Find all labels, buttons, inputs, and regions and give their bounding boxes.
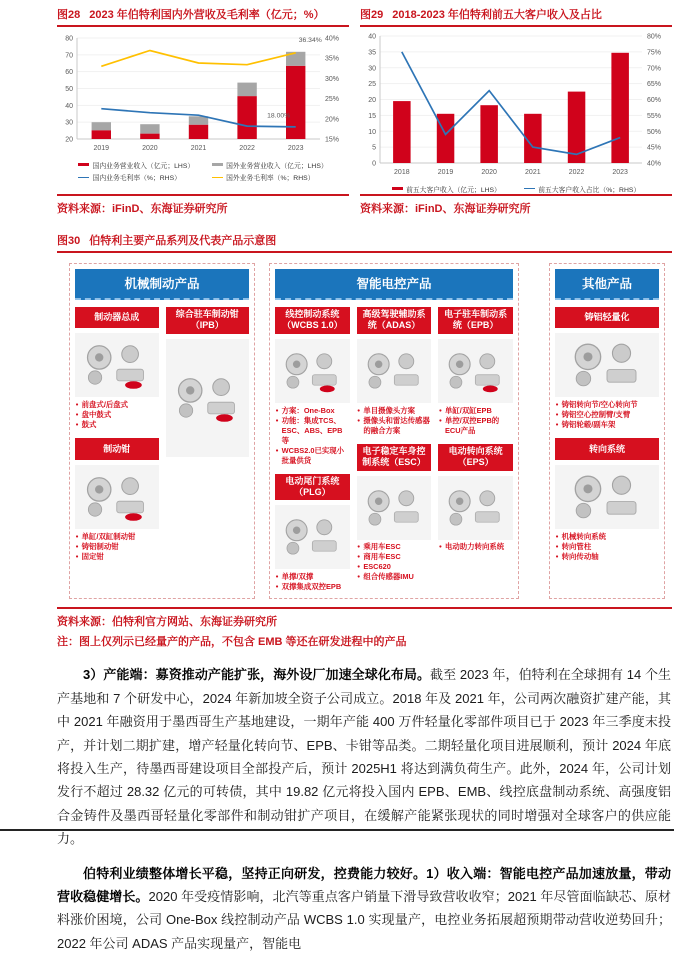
figure-28 (57, 6, 349, 216)
figure-29-chart (360, 30, 672, 183)
svg-text:50%: 50% (647, 128, 662, 136)
paragraph-text: 截至 2023 年，伯特利在全球拥有 14 个生产基地和 7 个研发中心，2024 年新加坡全资子公司成立。2018 年及 2021 年，公司两次融资扩建产能，其中 2021 年融资用于墨西哥生产基地建设，一期年产能 400 万件轻量化零部件项目已于 2023 年三季度末投产，并计划二期扩建，增产轻量化转向节、EPB、卡钳等品类。二期轻量化项目进展顺利，预计 2024 年底将投入生产，待墨西哥建设项目全部投产后，预计 2025H1 将达到满负荷生产。此外，2024 年，公司计划发行不超过 28.32 亿元的可转债，其中 19.82 亿元将投入国内 EPB、EMB、线控底盘制动系统、高强度铝合金铸件及墨西哥轻量化零部件和制动钳扩产项目，在缓解产能紧张现状的同时增强对全球客户的供应能力。 (57, 667, 672, 847)
svg-text:2022: 2022 (568, 169, 585, 176)
legend-line-swatch (78, 177, 89, 178)
diagram-cell (357, 307, 432, 436)
svg-text:25: 25 (368, 81, 376, 89)
figure-30-label: 图30 (57, 234, 81, 247)
diagram-cell (75, 438, 159, 562)
diagram-bullet: • 鼓式 (76, 420, 159, 430)
legend-item (78, 160, 194, 170)
diagram-subrow (275, 307, 513, 593)
product-photo-placeholder (275, 508, 350, 566)
svg-text:80%: 80% (647, 33, 662, 41)
svg-text:55%: 55% (647, 112, 662, 120)
diagram-cell (555, 307, 659, 431)
diagram-cell-header: 电子驻车制动系统（EPB） (438, 307, 513, 334)
product-photo-placeholder (438, 342, 513, 400)
legend-label: 国外业务毛利率（%；RHS） (226, 175, 315, 183)
svg-text:5: 5 (372, 144, 376, 152)
diagram-cell-image (438, 476, 513, 540)
diagram-subcolumn (75, 307, 159, 562)
diagram-bullet: • 组合传感器IMU (357, 572, 431, 582)
svg-text:40: 40 (65, 102, 73, 110)
page-bottom-edge (0, 829, 674, 831)
paragraph-lead-bold: 伯特利业绩整体增长平稳，坚持正向研发，控费能力较好。1）收入端：智能电控产品加速放量，带动营收稳健增长。 (57, 865, 671, 904)
diagram-cell (166, 307, 250, 457)
diagram-bullet: • WCBS2.0已实现小批量供货 (276, 446, 350, 466)
diagram-cell-header: 电子稳定车身控制系统（ESC） (357, 444, 432, 471)
diagram-subrow (75, 307, 249, 562)
svg-text:60: 60 (65, 69, 73, 77)
svg-text:36.34%: 36.34% (298, 37, 322, 45)
diagram-column-header: 其他产品 (555, 269, 659, 300)
diagram-column-header: 智能电控产品 (275, 269, 513, 300)
svg-text:40%: 40% (325, 35, 340, 43)
svg-text:18.00%: 18.00% (267, 112, 291, 120)
svg-text:2021: 2021 (190, 145, 207, 152)
figure-29-title (360, 6, 672, 27)
diagram-bullet: • 铸铝转向节/空心转向节 (556, 400, 659, 410)
figure-28-legend (57, 160, 349, 183)
fig28-chart (57, 30, 347, 154)
svg-text:40%: 40% (647, 160, 662, 168)
diagram-bullet: • 单控/双控EPB的ECU产品 (439, 416, 513, 436)
svg-text:2020: 2020 (481, 169, 497, 176)
diagram-bullet: • 固定钳 (76, 552, 159, 562)
svg-text:65%: 65% (647, 81, 662, 89)
product-photo-placeholder (357, 479, 432, 537)
diagram-bullet: • 方案：One-Box (276, 406, 350, 416)
product-photo-placeholder (561, 336, 653, 394)
diagram-bullet: • 摄像头和雷达传感器的融合方案 (357, 416, 431, 436)
svg-text:20: 20 (65, 136, 73, 144)
diagram-cell-image (75, 465, 159, 529)
diagram-cell-header: 转向系统 (555, 438, 659, 460)
diagram-cell-image (275, 339, 350, 403)
diagram-bullet-list (76, 532, 159, 562)
svg-text:0: 0 (372, 160, 376, 168)
diagram-bullet-list (439, 406, 513, 436)
legend-item (212, 160, 328, 170)
diagram-subcolumn (166, 307, 250, 562)
diagram-bullet: • 盘中鼓式 (76, 410, 159, 420)
legend-item (212, 172, 328, 182)
diagram-subcolumn (555, 307, 659, 562)
svg-text:15%: 15% (325, 136, 340, 144)
svg-text:80: 80 (65, 35, 73, 43)
figure-30-title-text: 伯特利主要产品系列及代表产品示意图 (89, 234, 277, 247)
product-photo-placeholder (275, 342, 350, 400)
figure-29 (360, 6, 672, 216)
figure-29-title-text: 2018-2023 年伯特利前五大客户收入及占比 (392, 9, 602, 21)
svg-text:70%: 70% (647, 65, 662, 73)
svg-text:2019: 2019 (437, 169, 454, 176)
svg-text:20: 20 (368, 97, 376, 104)
figure-30-note: 注：图上仅列示已经量产的产品，不包含 EMB 等还在研发进程中的产品 (57, 636, 407, 649)
diagram-cell (438, 444, 513, 553)
body-paragraph (57, 862, 671, 955)
chart-row (57, 6, 672, 216)
body-text (57, 663, 672, 955)
diagram-subcolumn (275, 307, 350, 593)
svg-text:2022: 2022 (239, 145, 255, 152)
diagram-cell (438, 307, 513, 436)
diagram-bullet: • 商用车ESC (357, 552, 431, 562)
diagram-bullet-list (76, 400, 159, 430)
legend-line-swatch (524, 188, 535, 189)
figure-29-legend (360, 184, 672, 194)
legend-label: 前五大客户收入（亿元；LHS） (406, 186, 501, 194)
diagram-cell-header: 制动钳 (75, 438, 159, 460)
legend-line-swatch (212, 177, 223, 178)
fig29-chart (360, 30, 672, 178)
figure-29-source: 资料来源：iFinD、东海证券研究所 (360, 194, 672, 216)
diagram-bullet-list (276, 572, 350, 592)
diagram-cell-image (357, 476, 432, 540)
svg-text:45%: 45% (647, 144, 662, 152)
diagram-bullet: • 单撑/双撑 (276, 572, 350, 582)
diagram-cell-image (166, 339, 250, 457)
diagram-cell-image (275, 505, 350, 569)
diagram-cell-image (75, 333, 159, 397)
svg-text:30%: 30% (325, 75, 340, 83)
product-photo-placeholder (75, 336, 159, 394)
diagram-bullet: • 单缸/双缸EPB (439, 406, 513, 416)
diagram-bullet: • 铸铝轮毂/副车架 (556, 420, 659, 430)
svg-text:2019: 2019 (93, 145, 110, 152)
diagram-bullet: • 乘用车ESC (357, 542, 431, 552)
diagram-bullet: • 单缸/双缸制动钳 (76, 532, 159, 542)
svg-text:30: 30 (65, 119, 73, 127)
body-paragraph (57, 663, 671, 850)
diagram-cell (275, 307, 350, 466)
legend-label: 国外业务营业收入（亿元；LHS） (226, 162, 328, 170)
svg-text:60%: 60% (647, 97, 662, 104)
product-photo-placeholder (357, 342, 432, 400)
diagram-bullet: • ESC620 (357, 562, 431, 572)
diagram-cell (75, 307, 159, 431)
diagram-cell-header: 综合驻车制动钳（IPB） (166, 307, 250, 334)
diagram-bullet: • 转向传动轴 (556, 552, 659, 562)
diagram-bullet-list (556, 400, 659, 430)
diagram-cell-header: 电动尾门系统（PLG） (275, 474, 350, 501)
figure-28-chart (57, 30, 349, 159)
svg-text:75%: 75% (647, 49, 662, 57)
diagram-bullet: • 机械转向系统 (556, 532, 659, 542)
diagram-bullet: • 功能：集成TCS、ESC、ABS、EPB等 (276, 416, 350, 446)
diagram-column-header: 机械制动产品 (75, 269, 249, 300)
diagram-bullet-list (357, 542, 431, 582)
svg-text:40: 40 (368, 33, 376, 41)
svg-text:2023: 2023 (612, 169, 628, 176)
svg-text:35: 35 (368, 49, 376, 57)
diagram-bullet-list (357, 406, 431, 436)
diagram-cell-header: 制动器总成 (75, 307, 159, 329)
diagram-subrow (555, 307, 659, 562)
diagram-bullet: • 电动助力转向系统 (439, 542, 513, 552)
figure-30-footer (57, 607, 672, 649)
figure-28-source: 资料来源：iFinD、东海证券研究所 (57, 194, 349, 216)
diagram-cell-image (357, 339, 432, 403)
diagram-cell-header: 电动转向系统（EPS） (438, 444, 513, 471)
svg-text:50: 50 (65, 86, 73, 93)
legend-item (524, 184, 640, 194)
figure-28-title-text: 2023 年伯特利国内外营收及毛利率（亿元；%） (89, 9, 325, 21)
diagram-bullet: • 转向管柱 (556, 542, 659, 552)
diagram-bullet: • 前盘式/后盘式 (76, 400, 159, 410)
diagram-bullet: • 单目摄像头方案 (357, 406, 431, 416)
legend-label: 国内业务毛利率（%；RHS） (92, 175, 181, 183)
svg-text:70: 70 (65, 52, 73, 60)
svg-text:20%: 20% (325, 116, 340, 124)
svg-text:2020: 2020 (142, 145, 158, 152)
diagram-cell-image (555, 465, 659, 529)
legend-label: 前五大客户收入占比（%；RHS） (538, 186, 641, 194)
legend-label: 国内业务营业收入（亿元；LHS） (92, 162, 195, 170)
diagram-column (69, 263, 255, 600)
diagram-cell (555, 438, 659, 562)
diagram-cell (275, 474, 350, 593)
product-photo-placeholder (75, 468, 159, 526)
legend-bar-swatch (212, 163, 223, 166)
diagram-cell (357, 444, 432, 583)
svg-text:25%: 25% (325, 96, 340, 104)
diagram-cell-header: 高级驾驶辅助系统（ADAS） (357, 307, 432, 334)
diagram-bullet-list (556, 532, 659, 562)
svg-text:10: 10 (368, 128, 376, 136)
diagram-cell-header: 线控制动系统（WCBS 1.0） (275, 307, 350, 334)
product-photo-placeholder (438, 479, 513, 537)
figure-28-label: 图28 (57, 9, 81, 21)
diagram-cell-image (555, 333, 659, 397)
diagram-subcolumn (357, 307, 432, 593)
diagram-bullet: • 双撑集成双控EPB (276, 582, 350, 592)
diagram-cell-header: 铸铝轻量化 (555, 307, 659, 329)
svg-text:2021: 2021 (525, 169, 541, 176)
diagram-cell-image (438, 339, 513, 403)
svg-text:30: 30 (368, 65, 376, 73)
figure-29-label: 图29 (360, 9, 384, 21)
diagram-bullet: • 铸铝制动钳 (76, 542, 159, 552)
product-photo-placeholder (166, 343, 250, 453)
legend-bar-swatch (78, 163, 89, 166)
svg-text:35%: 35% (325, 55, 340, 63)
diagram-subcolumn (438, 307, 513, 593)
product-diagram (69, 263, 672, 600)
figure-28-title (57, 6, 349, 27)
diagram-column (549, 263, 665, 600)
svg-text:2023: 2023 (287, 145, 304, 152)
legend-item (392, 184, 501, 194)
figure-30-source: 资料来源：伯特利官方网站、东海证券研究所 (57, 616, 277, 629)
svg-text:2018: 2018 (394, 169, 410, 176)
legend-bar-swatch (392, 187, 403, 190)
diagram-bullet-list (276, 406, 350, 466)
diagram-bullet-list (439, 542, 513, 552)
diagram-column (269, 263, 519, 600)
legend-item (78, 172, 194, 182)
diagram-bullet: • 铸铝空心控制臂/支臂 (556, 410, 659, 420)
svg-text:15: 15 (368, 112, 376, 120)
paragraph-lead-bold: 3）产能端：募资推动产能扩张，海外设厂加速全球化布局。 (83, 667, 431, 683)
paragraph-text: 2020 年受疫情影响，北汽等重点客户销量下滑导致营收收窄；2021 年尽管面临缺芯、原材料涨价困境，公司 One-Box 线控制动产品 WCBS 1.0 实现量产，电控业务拓展超预期带动营收逆势回升；2022 年公司 ADAS 产品实现量产，智能电 (57, 888, 671, 951)
product-photo-placeholder (561, 468, 653, 526)
figure-30-title (57, 232, 672, 253)
